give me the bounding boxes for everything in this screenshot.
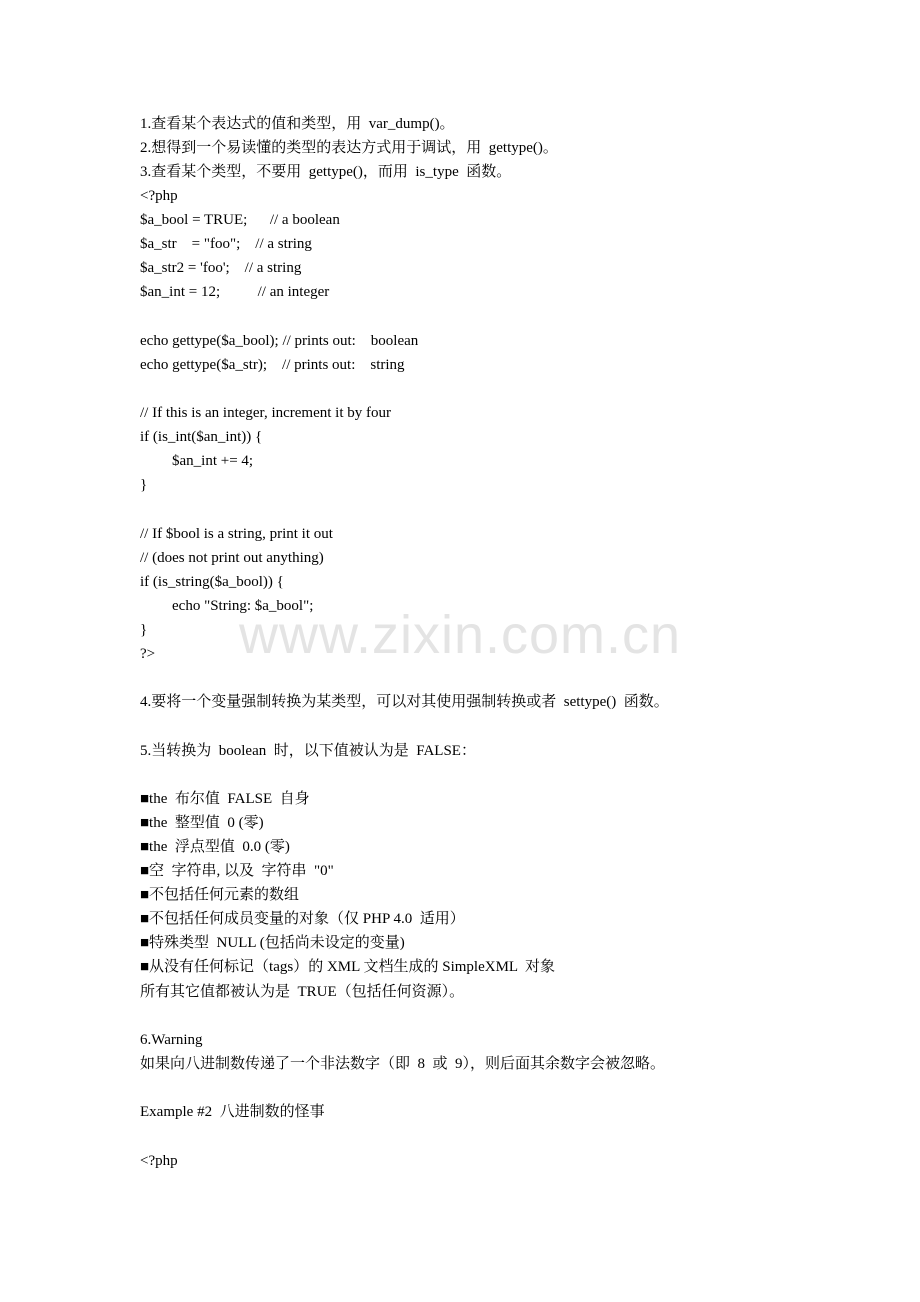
code-line: $an_int = 12; // an integer [140,284,330,300]
text-line: 6.Warning [140,1032,203,1048]
code-line: ?> [140,646,156,662]
code-line: echo gettype($a_str); // prints out: string [140,357,405,373]
text-line: 4.要将一个变量强制转换为某类型，可以对其使用强制转换或者 settype() 函数。 [140,694,669,710]
code-line: <?php [140,188,178,204]
bullet-item: ■the 布尔值 FALSE 自身 [140,791,310,807]
code-line: $a_str2 = 'foo'; // a string [140,260,302,276]
bullet-item: ■空 字符串, 以及 字符串 "0" [140,863,334,879]
code-line: // If this is an integer, increment it by four [140,405,392,421]
code-line: echo gettype($a_bool); // prints out: boolean [140,333,419,349]
code-line: } [140,477,148,493]
text-line: 1.查看某个表达式的值和类型，用 var_dump()。 [140,116,455,132]
code-line: <?php [140,1153,178,1169]
text-line: 所有其它值都被认为是 TRUE（包括任何资源）。 [140,984,465,1000]
bullet-item: ■特殊类型 NULL (包括尚未设定的变量) [140,935,405,951]
bullet-item: ■不包括任何元素的数组 [140,887,300,903]
bullet-item: ■从没有任何标记（tags）的 XML 文档生成的 SimpleXML 对象 [140,959,556,975]
code-line: // (does not print out anything) [140,550,324,566]
code-line: if (is_string($a_bool)) { [140,574,284,590]
code-line: if (is_int($an_int)) { [140,429,263,445]
code-line: $a_bool = TRUE; // a boolean [140,212,340,228]
text-line: 5.当转换为 boolean 时，以下值被认为是 FALSE： [140,743,476,759]
bullet-item: ■the 浮点型值 0.0 (零) [140,839,290,855]
bullet-item: ■the 整型值 0 (零) [140,815,264,831]
code-line: // If $bool is a string, print it out [140,526,333,542]
text-line: 如果向八进制数传递了一个非法数字（即 8 或 9），则后面其余数字会被忽略。 [140,1056,666,1072]
text-line: Example #2 八进制数的怪事 [140,1104,325,1120]
code-line: $an_int += 4; [172,453,254,469]
text-line: 3.查看某个类型，不要用 gettype()，而用 is_type 函数。 [140,164,512,180]
bullet-item: ■不包括任何成员变量的对象（仅 PHP 4.0 适用） [140,911,465,927]
code-line: $a_str = "foo"; // a string [140,236,312,252]
watermark: www.zixin.com.cn [238,605,682,665]
code-line: } [140,622,148,638]
text-line: 2.想得到一个易读懂的类型的表达方式用于调试，用 gettype()。 [140,140,558,156]
code-line: echo "String: $a_bool"; [172,598,314,614]
